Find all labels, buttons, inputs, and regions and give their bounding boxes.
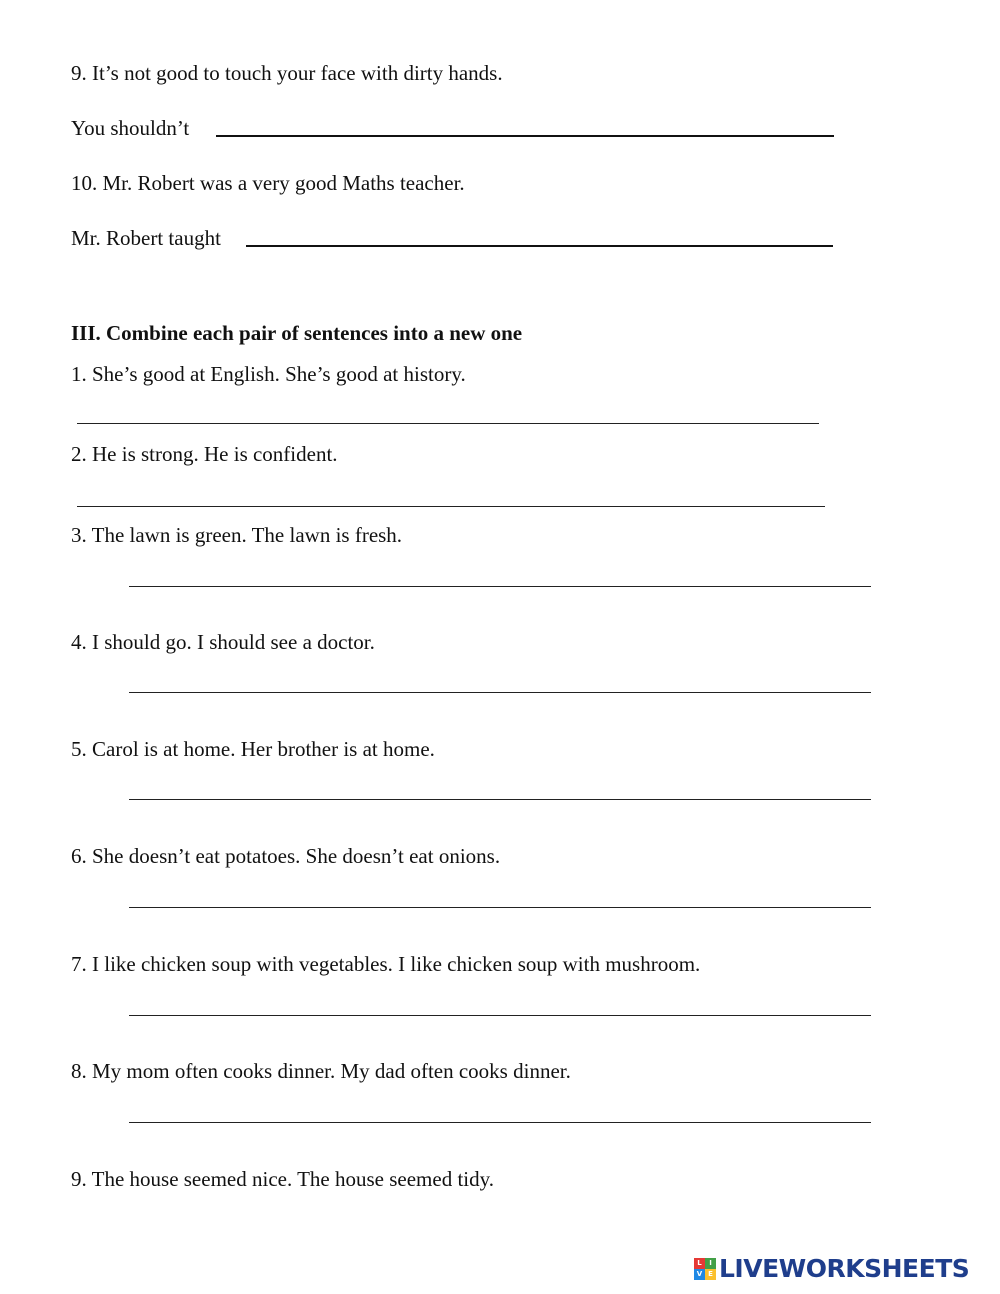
- combine-item-8: 8. My mom often cooks dinner. My dad often cooks dinner.: [71, 1059, 571, 1083]
- q10-prompt: 10. Mr. Robert was a very good Maths teacher.: [71, 171, 465, 195]
- logo-mark-letter-l: L: [694, 1258, 705, 1269]
- logo-mark-letter-e: E: [705, 1269, 716, 1280]
- combine-answer-line-1[interactable]: [77, 423, 819, 424]
- liveworksheets-mark-icon: [694, 1258, 716, 1280]
- section-3-heading: III. Combine each pair of sentences into a new one: [71, 321, 523, 345]
- combine-item-3: 3. The lawn is green. The lawn is fresh.: [71, 523, 403, 547]
- combine-answer-line-2[interactable]: [77, 506, 825, 507]
- combine-item-6: 6. She doesn’t eat potatoes. She doesn’t eat onions.: [71, 844, 501, 868]
- combine-answer-line-5[interactable]: [129, 799, 871, 800]
- logo-mark-letter-i: I: [705, 1258, 716, 1269]
- combine-item-5: 5. Carol is at home. Her brother is at home.: [71, 737, 435, 761]
- combine-answer-line-7[interactable]: [129, 1015, 871, 1016]
- combine-item-2: 2. He is strong. He is confident.: [71, 442, 338, 466]
- combine-answer-line-4[interactable]: [129, 692, 871, 693]
- combine-answer-line-6[interactable]: [129, 907, 871, 908]
- combine-item-7: 7. I like chicken soup with vegetables. I like chicken soup with mushroom.: [71, 952, 701, 976]
- combine-answer-line-8[interactable]: [129, 1122, 871, 1123]
- q9-prompt: 9. It’s not good to touch your face with dirty hands.: [71, 61, 503, 85]
- combine-item-4: 4. I should go. I should see a doctor.: [71, 630, 375, 654]
- logo-mark-letter-v: V: [694, 1269, 705, 1280]
- q9-answer-line[interactable]: [216, 135, 834, 137]
- q9-starter: You shouldn’t: [71, 116, 190, 140]
- logo-text: LIVEWORKSHEETS: [719, 1254, 970, 1283]
- liveworksheets-logo: [694, 1254, 969, 1284]
- q10-answer-line[interactable]: [246, 245, 833, 247]
- combine-item-1: 1. She’s good at English. She’s good at history.: [71, 362, 466, 386]
- q10-starter: Mr. Robert taught: [71, 226, 221, 250]
- combine-answer-line-3[interactable]: [129, 586, 871, 587]
- combine-item-9: 9. The house seemed nice. The house seemed tidy.: [71, 1167, 494, 1191]
